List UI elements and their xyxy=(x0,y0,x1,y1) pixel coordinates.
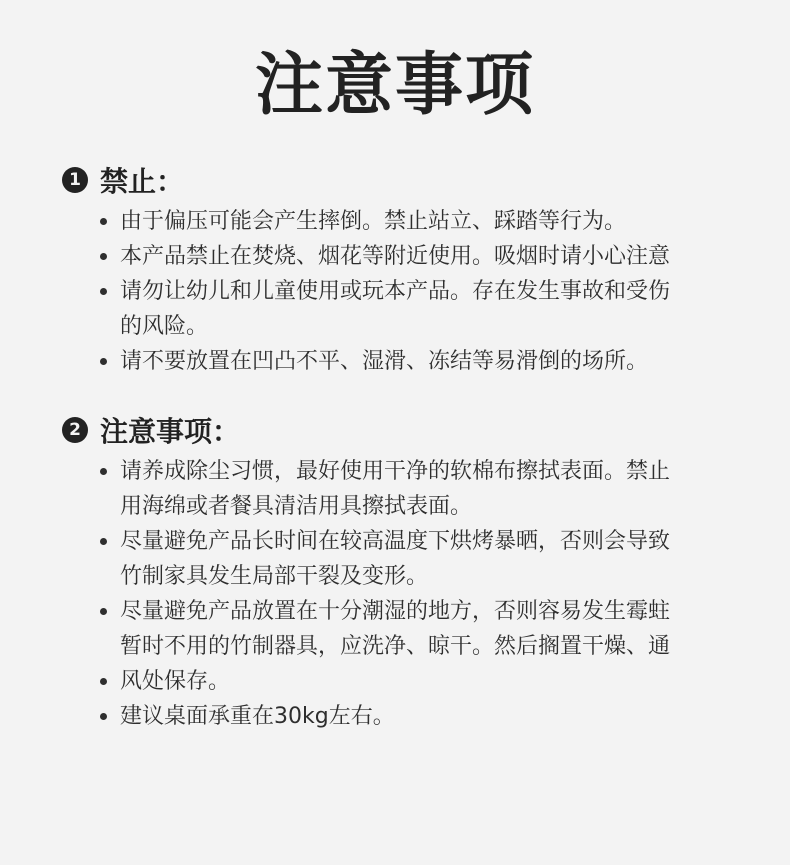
page-title: 注意事项 xyxy=(254,46,535,125)
section-heading xyxy=(62,412,742,448)
number-2-icon: 2 xyxy=(62,417,88,443)
list-item-text: 请不要放置在凹凸不平、湿滑、冻结等易滑倒的场所。 xyxy=(120,349,649,374)
list-item-text: 请养成除尘习惯，最好使用干净的软棉布擦拭表面。禁止 用海绵或者餐具清洁用具擦拭表面。 xyxy=(120,459,671,519)
section-title-precautions: 注意事项： xyxy=(100,415,241,448)
list-item-text: 尽量避免产品放置在十分潮湿的地方，否则容易发生霉蛀 暂时不用的竹制器具，应洗净、晾干。然后搁置干燥、通 xyxy=(120,599,671,659)
list-item xyxy=(98,204,742,239)
list-item-text: 建议桌面承重在30kg左右。 xyxy=(120,704,395,729)
bullet-icon xyxy=(100,713,107,720)
list-item xyxy=(98,664,742,699)
section-prohibited xyxy=(62,162,742,379)
list-item xyxy=(98,594,742,664)
list-item-text: 尽量避免产品长时间在较高温度下烘烤暴晒，否则会导致 竹制家具发生局部干裂及变形。 xyxy=(120,529,671,589)
bullet-icon xyxy=(100,678,107,685)
list-item xyxy=(98,274,742,344)
prohibited-list xyxy=(62,204,742,379)
precautions-list xyxy=(62,454,742,734)
bullet-icon xyxy=(100,218,107,225)
bullet-icon xyxy=(100,253,107,260)
list-item xyxy=(98,344,742,379)
list-item-text: 风处保存。 xyxy=(120,669,231,694)
bullet-icon xyxy=(100,608,107,615)
list-item xyxy=(98,699,742,734)
list-item-text: 由于偏压可能会产生摔倒。禁止站立、踩踏等行为。 xyxy=(120,209,627,234)
bullet-icon xyxy=(100,358,107,365)
list-item-text: 请勿让幼儿和儿童使用或玩本产品。存在发生事故和受伤 的风险。 xyxy=(120,279,671,339)
bullet-icon xyxy=(100,288,107,295)
number-1-icon: 1 xyxy=(62,167,88,193)
section-title-prohibited: 禁止： xyxy=(100,165,185,198)
bullet-icon xyxy=(100,538,107,545)
list-item xyxy=(98,239,742,274)
section-precautions xyxy=(62,412,742,734)
list-item xyxy=(98,524,742,594)
list-item-text: 本产品禁止在焚烧、烟花等附近使用。吸烟时请小心注意 xyxy=(120,244,671,269)
list-item xyxy=(98,454,742,524)
section-heading xyxy=(62,162,742,198)
bullet-icon xyxy=(100,468,107,475)
